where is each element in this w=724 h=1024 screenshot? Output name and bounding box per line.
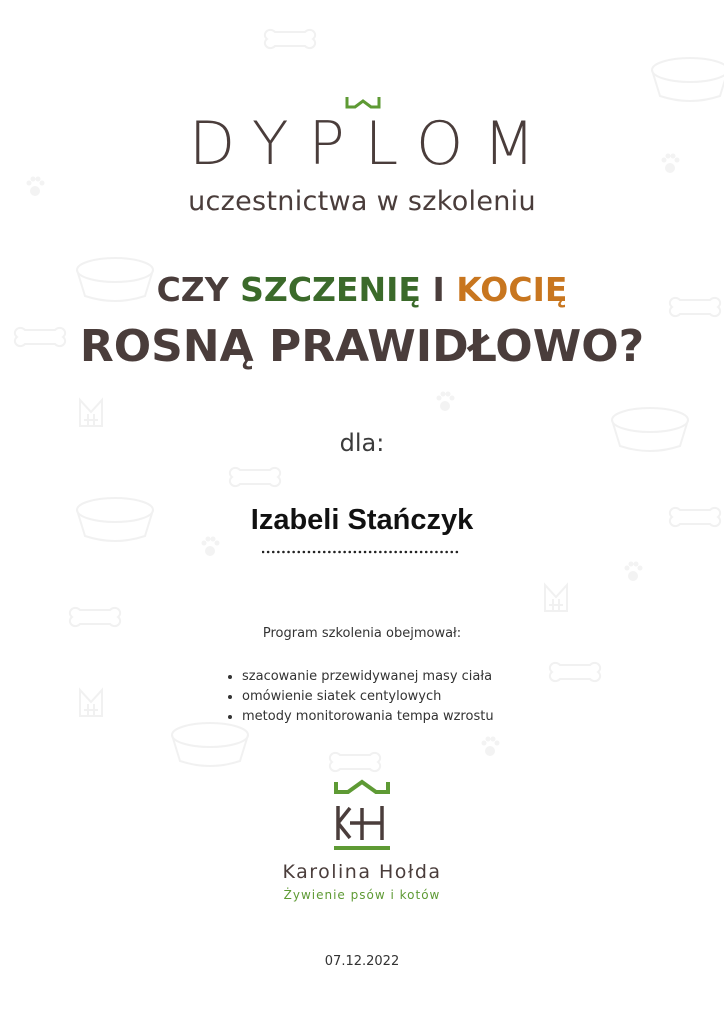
paw-icon (625, 562, 643, 582)
course-title-word: I (420, 270, 457, 309)
list-item: • omówienie siatek centylowych (242, 687, 494, 707)
brand-tagline: Żywienie psów i kotów (283, 888, 441, 902)
dotted-underline (262, 548, 462, 556)
issue-date: 07.12.2022 (324, 954, 400, 969)
recipient-prefix: dla: (339, 429, 385, 457)
crown-monogram-icon (80, 400, 102, 426)
bowl-icon (652, 58, 724, 101)
program-label: Program szkolenia obejmował: (262, 626, 462, 641)
diploma-subtitle: uczestnictwa w szkoleniu (188, 186, 536, 217)
brand-name: Karolina Hołda (282, 861, 442, 883)
bone-icon (330, 753, 380, 771)
crown-monogram-icon (80, 690, 102, 716)
bone-icon (550, 663, 600, 681)
course-title-word: CZY (156, 270, 241, 309)
paw-icon (437, 392, 455, 412)
course-title-word-puppy: SZCZENIĘ (240, 270, 421, 309)
bone-icon (230, 468, 280, 486)
paw-icon (482, 737, 500, 757)
course-title-line2: ROSNĄ PRAWIDŁOWO? (79, 321, 645, 372)
crown-monogram-icon (545, 585, 567, 611)
course-title-word-kitten: KOCIĘ (456, 270, 568, 309)
recipient-name: Izabeli Stańczyk (250, 504, 474, 536)
program-topics-list (228, 667, 494, 727)
list-item: • metody monitorowania tempa wzrostu (242, 707, 494, 727)
brand-logo-icon (330, 778, 394, 858)
diploma-title: DYPLOM (188, 109, 556, 179)
list-item: • szacowanie przewidywanej masy ciała (242, 667, 494, 687)
bone-icon (265, 30, 315, 48)
bowl-icon (172, 723, 248, 766)
course-title-line1 (0, 265, 724, 315)
